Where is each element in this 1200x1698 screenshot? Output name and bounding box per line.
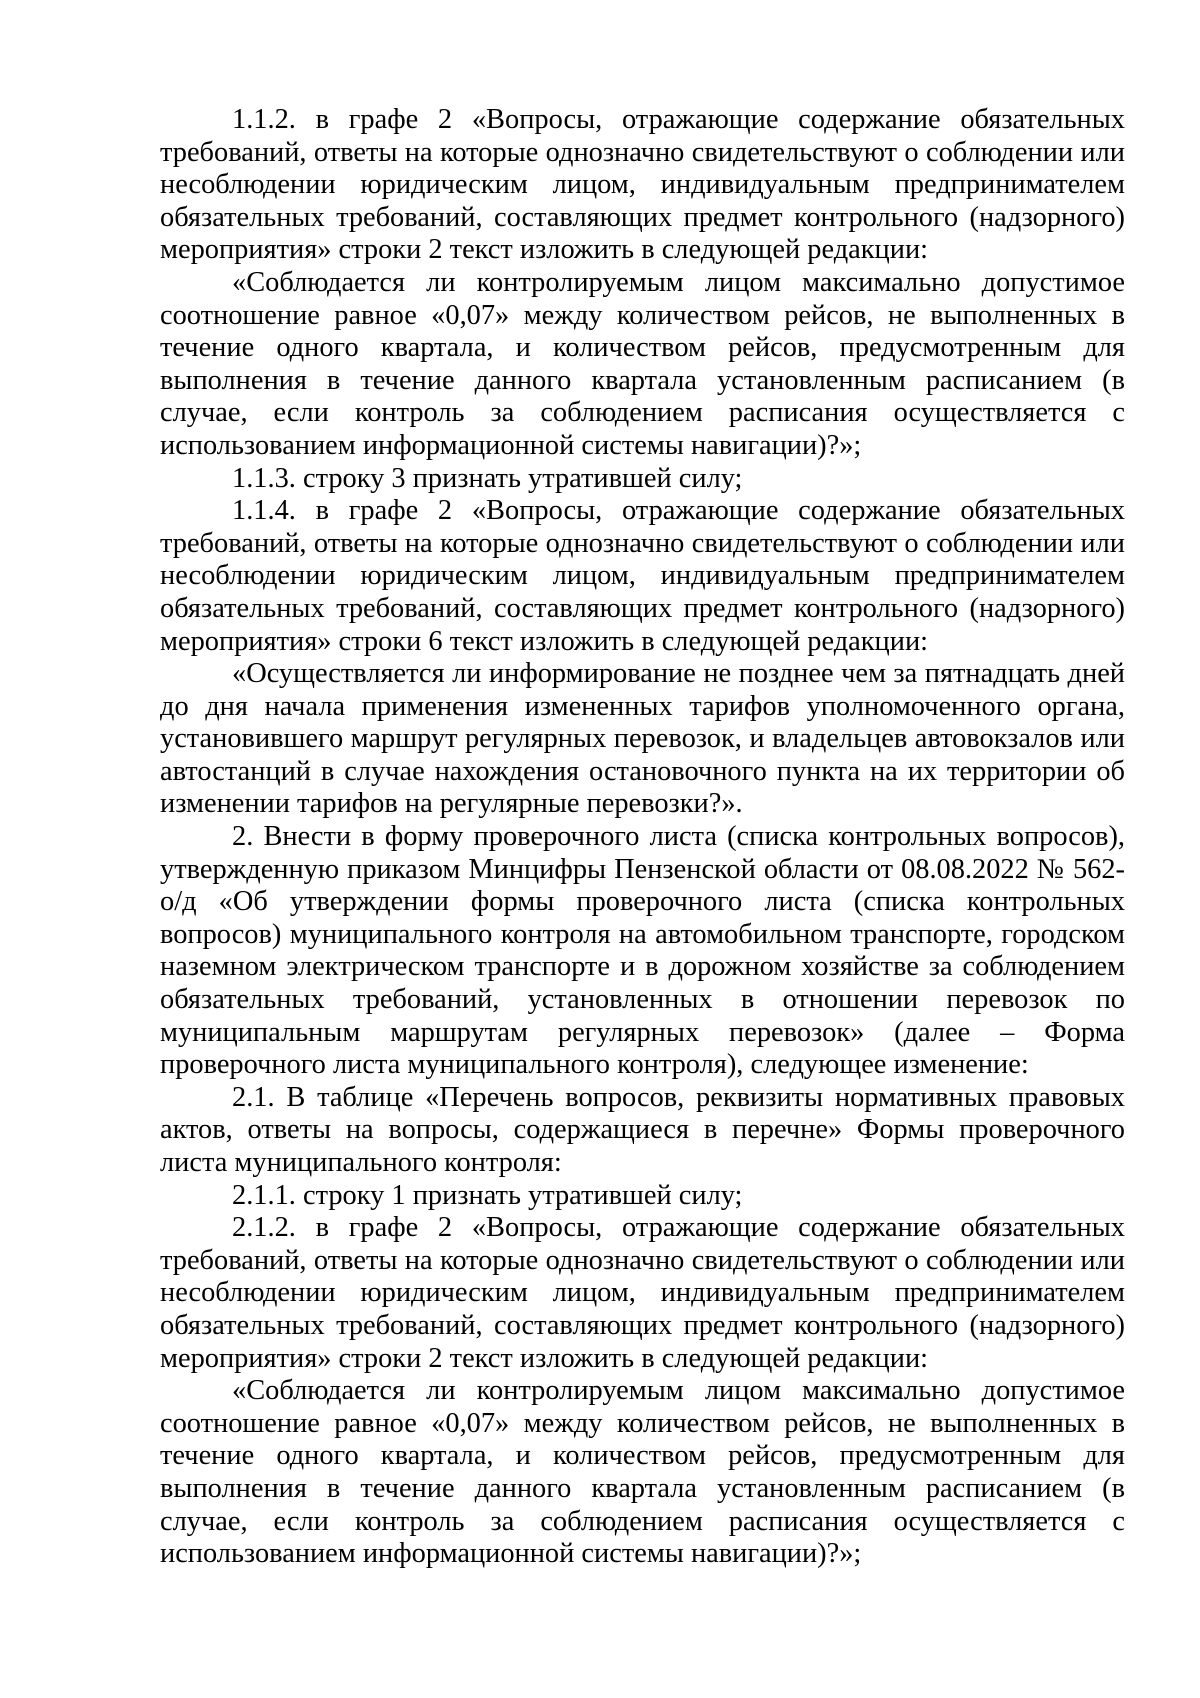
paragraph-1-1-2: 1.1.2. в графе 2 «Вопросы, отражающие содержание обязательных требований, ответы на которые однозначно свидетельствуют о соблюдении или несоблюдении юридическим лицом, индивидуальным предпринимателем обязательных требований, составляющих предмет контрольного (надзорного) мероприятия» строки 2 текст изложить в следующей редакции: bbox=[160, 104, 1125, 266]
paragraph-2-1-2: 2.1.2. в графе 2 «Вопросы, отражающие содержание обязательных требований, ответы на которые однозначно свидетельствуют о соблюдении или несоблюдении юридическим лицом, индивидуальным предпринимателем обязательных требований, составляющих предмет контрольного (надзорного) мероприятия» строки 2 текст изложить в следующей редакции: bbox=[160, 1212, 1125, 1374]
paragraph-quote-question-tariffs: «Осуществляется ли информирование не позднее чем за пятнадцать дней до дня начала применения измененных тарифов уполномоченного органа, установившего маршрут регулярных перевозок, и владельцев автовокзалов или автостанций в случае нахождения остановочного пункта на их территории об изменении тарифов на регулярные перевозки?». bbox=[160, 658, 1125, 820]
paragraph-quote-question-ratio: «Соблюдается ли контролируемым лицом максимально допустимое соотношение равное «0,07» между количеством рейсов, не выполненных в течение одного квартала, и количеством рейсов, предусмотренным для выполнения в течение данного квартала установленным расписанием (в случае, если контроль за соблюдением расписания осуществляется с использованием информационной системы навигации)?»; bbox=[160, 266, 1125, 461]
document-page bbox=[160, 104, 1125, 1571]
paragraph-2-1-1: 2.1.1. строку 1 признать утратившей силу; bbox=[232, 1179, 743, 1211]
paragraph-1-1-4: 1.1.4. в графе 2 «Вопросы, отражающие содержание обязательных требований, ответы на которые однозначно свидетельствуют о соблюдении или несоблюдении юридическим лицом, индивидуальным предпринимателем обязательных требований, составляющих предмет контрольного (надзорного) мероприятия» строки 6 текст изложить в следующей редакции: bbox=[160, 495, 1125, 657]
paragraph-2-1: 2.1. В таблице «Перечень вопросов, реквизиты нормативных правовых актов, ответы на вопросы, содержащиеся в перечне» Формы проверочного листа муниципального контроля: bbox=[160, 1081, 1125, 1178]
paragraph-2: 2. Внести в форму проверочного листа (списка контрольных вопросов), утвержденную приказом Минцифры Пензенской области от 08.08.2022 № 562-о/д «Об утверждении формы проверочного листа (списка контрольных вопросов) муниципального контроля на автомобильном транспорте, городском наземном электрическом транспорте и в дорожном хозяйстве за соблюдением обязательных требований, установленных в отношении перевозок по муниципальным маршрутам регулярных перевозок» (далее – Форма проверочного листа муниципального контроля), следующее изменение: bbox=[160, 821, 1125, 1081]
paragraph-1-1-3: 1.1.3. строку 3 признать утратившей силу; bbox=[232, 462, 743, 494]
paragraph-quote-question-ratio-2: «Соблюдается ли контролируемым лицом максимально допустимое соотношение равное «0,07» между количеством рейсов, не выполненных в течение одного квартала, и количеством рейсов, предусмотренным для выполнения в течение данного квартала установленным расписанием (в случае, если контроль за соблюдением расписания осуществляется с использованием информационной системы навигации)?»; bbox=[160, 1375, 1125, 1570]
